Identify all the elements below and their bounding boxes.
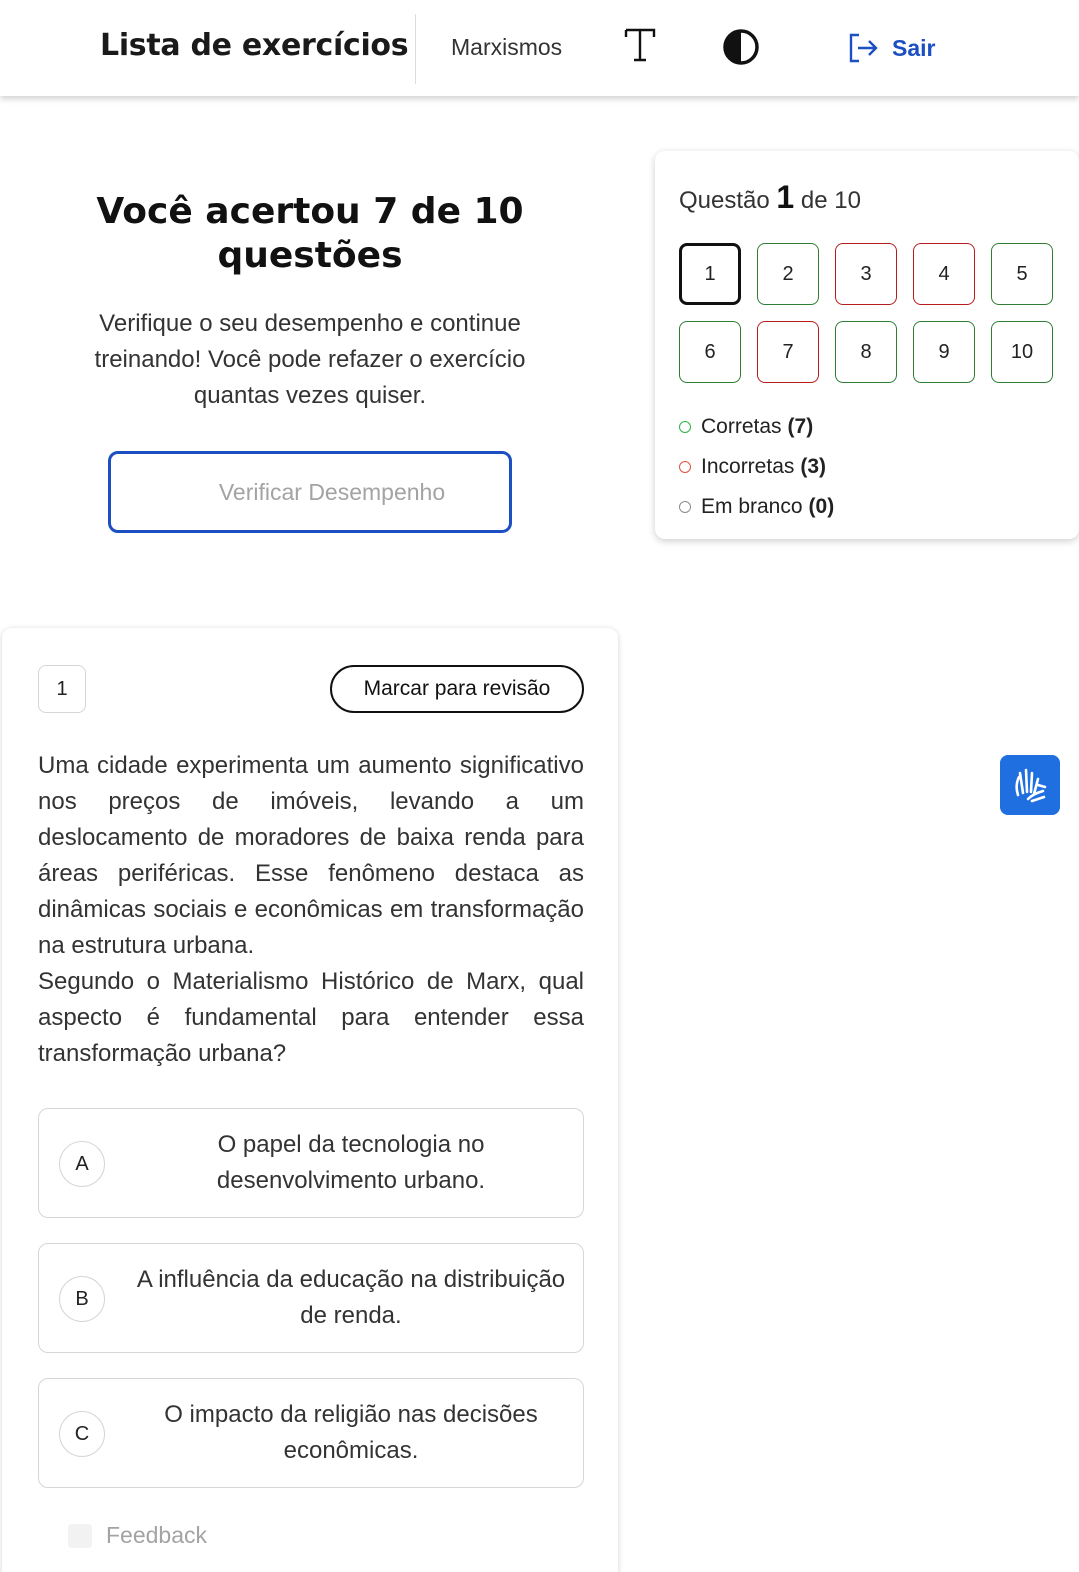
legend-dot-icon <box>679 461 691 473</box>
option-letter: A <box>59 1141 105 1187</box>
status-legend <box>679 407 834 527</box>
navigator-title <box>679 179 861 216</box>
feedback-label: Feedback <box>106 1522 208 1548</box>
legend-label: Incorretas <box>701 455 795 478</box>
navigator-label-prefix: Questão <box>679 187 770 214</box>
legend-item <box>679 447 834 487</box>
sign-language-icon <box>1010 765 1050 805</box>
question-nav-6[interactable]: 6 <box>679 321 741 383</box>
logout-button[interactable] <box>846 30 935 66</box>
subject-name: Marxismos <box>451 34 563 60</box>
legend-count: (7) <box>787 415 814 438</box>
option-text: A influência da educação na distribuição de renda. <box>136 1266 566 1329</box>
mark-for-review-button[interactable]: Marcar para revisão <box>330 665 584 713</box>
option-b[interactable] <box>38 1243 584 1353</box>
navigator-current: 1 <box>776 179 795 215</box>
legend-item <box>679 487 834 527</box>
option-c[interactable] <box>38 1378 584 1488</box>
question-paragraph: Segundo o Materialismo Histórico de Marx, qual aspecto é fundamental para entender essa transformação urbana? <box>38 968 584 1067</box>
question-navigator <box>655 151 1079 539</box>
feedback-icon <box>68 1524 92 1548</box>
header-divider <box>415 14 416 84</box>
option-a[interactable] <box>38 1108 584 1218</box>
verify-performance-label: Verificar Desempenho <box>218 478 446 505</box>
feedback-button[interactable] <box>68 1522 207 1549</box>
navigator-label-suffix: de 10 <box>800 187 861 214</box>
question-card <box>2 628 618 1572</box>
verify-performance-button[interactable] <box>108 451 512 533</box>
logout-icon <box>846 31 880 65</box>
question-nav-5[interactable]: 5 <box>991 243 1053 305</box>
question-nav-8[interactable]: 8 <box>835 321 897 383</box>
option-letter: B <box>59 1276 105 1322</box>
legend-count: (3) <box>800 455 827 478</box>
font-size-icon[interactable] <box>622 24 658 64</box>
legend-dot-icon <box>679 501 691 513</box>
page-title: Lista de exercícios <box>100 28 409 63</box>
option-letter: C <box>59 1411 105 1457</box>
question-nav-2[interactable]: 2 <box>757 243 819 305</box>
question-nav-9[interactable]: 9 <box>913 321 975 383</box>
question-text <box>38 748 584 1072</box>
result-title: Você acertou 7 de 10 questões <box>96 191 524 276</box>
contrast-icon[interactable] <box>722 28 760 66</box>
question-paragraph: Uma cidade experimenta um aumento significativo nos preços de imóveis, levando a um deslocamento de moradores de baixa renda para áreas periféricas. Esse fenômeno destaca as dinâmicas sociais e econômicas em transformação na estrutura urbana. <box>38 752 584 959</box>
option-text: O impacto da religião nas decisões econômicas. <box>164 1401 538 1464</box>
top-header <box>0 0 1079 96</box>
legend-dot-icon <box>679 421 691 433</box>
option-text: O papel da tecnologia no desenvolvimento urbano. <box>216 1131 486 1194</box>
question-nav-7[interactable]: 7 <box>757 321 819 383</box>
legend-label: Em branco <box>701 495 803 518</box>
question-nav-10[interactable]: 10 <box>991 321 1053 383</box>
question-grid <box>679 243 1053 383</box>
logout-label: Sair <box>892 34 936 61</box>
legend-label: Corretas <box>701 415 782 438</box>
question-number: 1 <box>38 665 86 713</box>
question-nav-4[interactable]: 4 <box>913 243 975 305</box>
result-description: Verifique o seu desempenho e continue treinando! Você pode refazer o exercício quantas vezes quiser. <box>94 310 526 409</box>
question-nav-1[interactable]: 1 <box>679 243 741 305</box>
legend-count: (0) <box>808 495 835 518</box>
legend-item <box>679 407 834 447</box>
question-nav-3[interactable]: 3 <box>835 243 897 305</box>
sign-language-button[interactable] <box>1000 755 1060 815</box>
